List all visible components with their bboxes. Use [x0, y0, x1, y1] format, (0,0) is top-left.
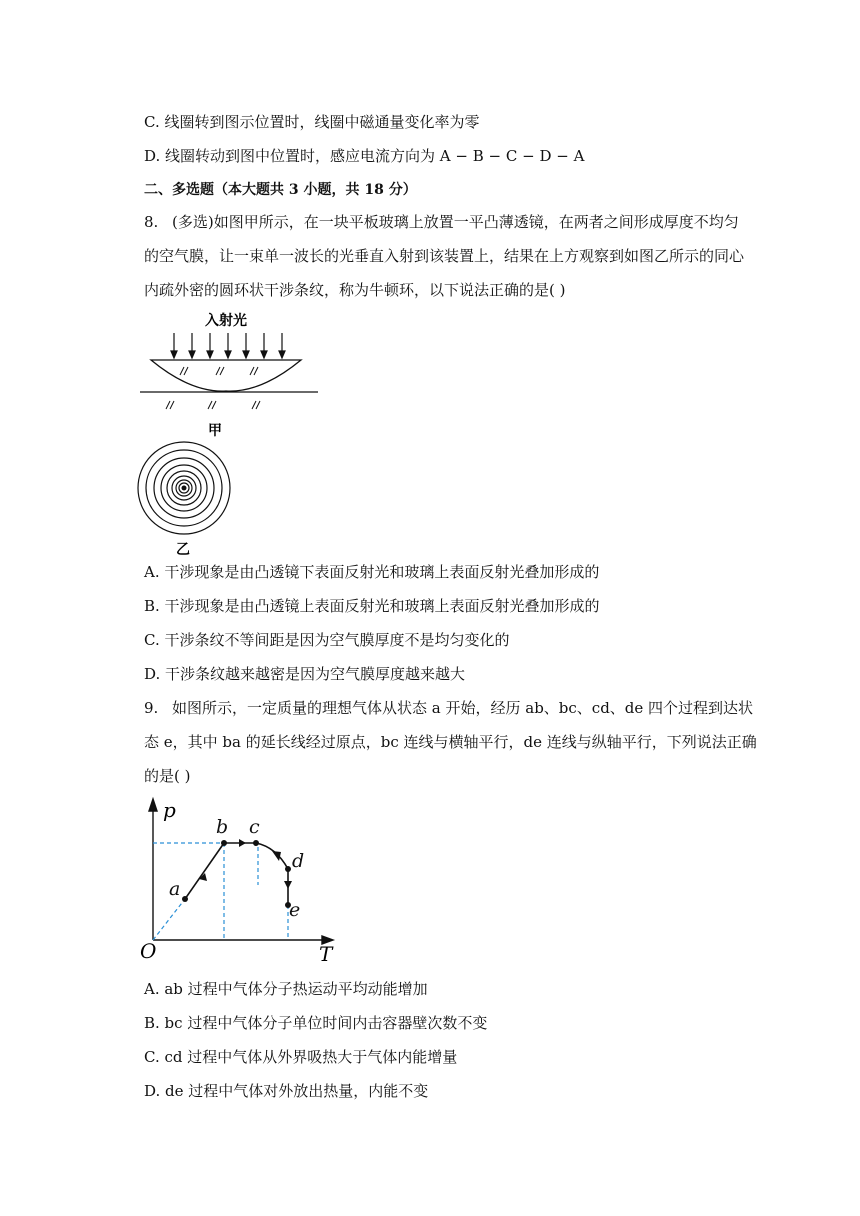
figure-yi-newton-rings: [136, 440, 246, 560]
q8-stem-line2: 的空气膜，让一束单一波长的光垂直入射到该装置上，结果在上方观察到如图乙所示的同心: [144, 247, 745, 265]
fig-label-incident-light: 入射光: [205, 313, 247, 329]
q8-option-b: B. 干涉现象是由凸透镜上表面反射光和玻璃上表面反射光叠加形成的: [144, 597, 600, 615]
q8-option-d: D. 干涉条纹越来越密是因为空气膜厚度越来越大: [144, 665, 466, 683]
q9-number: 9.: [144, 699, 159, 717]
point-d-label: d: [292, 850, 305, 872]
incident-arrows: [171, 333, 285, 358]
q7-option-c: C. 线圈转到图示位置时，线圈中磁通量变化率为零: [144, 113, 480, 131]
figure-pT-graph: [136, 795, 346, 970]
hatch-marks: [166, 367, 260, 409]
state-points: [182, 840, 291, 908]
point-b-label: b: [216, 816, 229, 838]
q9-stem-line1: 如图所示，一定质量的理想气体从状态 a 开始，经历 ab、bc、cd、de 四个过程到达状: [172, 699, 754, 717]
q9-stem-line3: 的是( ): [144, 767, 191, 785]
process-path: [185, 843, 288, 905]
y-axis-label: p: [163, 798, 176, 822]
fig-label-jia: 甲: [208, 423, 222, 439]
point-a-label: a: [169, 878, 181, 900]
q8-option-a: A. 干涉现象是由凸透镜下表面反射光和玻璃上表面反射光叠加形成的: [144, 563, 600, 581]
q9-option-b: B. bc 过程中气体分子单位时间内击容器壁次数不变: [144, 1014, 488, 1032]
q8-stem-line3: 内疏外密的圆环状干涉条纹，称为牛顿环，以下说法正确的是( ): [144, 281, 566, 299]
axes: [149, 799, 333, 944]
x-axis-label: T: [319, 942, 333, 966]
figure-jia-lens: [136, 305, 326, 440]
q9-option-c: C. cd 过程中气体从外界吸热大于气体内能增量: [144, 1048, 458, 1066]
direction-arrows: [199, 839, 292, 889]
plano-convex-lens: [151, 360, 301, 391]
q8-option-c: C. 干涉条纹不等间距是因为空气膜厚度不是均匀变化的: [144, 631, 510, 649]
section-heading: 二、多选题（本大题共 3 小题，共 18 分）: [144, 182, 417, 198]
q9-option-d: D. de 过程中气体对外放出热量，内能不变: [144, 1082, 429, 1100]
q8-stem-line1: (多选)如图甲所示，在一块平板玻璃上放置一平凸薄透镜，在两者之间形成厚度不均匀: [172, 213, 739, 231]
origin-label: O: [140, 939, 157, 963]
q7-option-d: D. 线圈转动到图中位置时，感应电流方向为 A − B − C − D − A: [144, 147, 585, 165]
q9-option-a: A. ab 过程中气体分子热运动平均动能增加: [144, 980, 428, 998]
q9-stem-line2: 态 e，其中 ba 的延长线经过原点，bc 连线与横轴平行，de 连线与纵轴平行，下列说法正确: [144, 733, 757, 751]
point-c-label: c: [249, 816, 260, 838]
point-e-label: e: [289, 899, 301, 921]
fig-label-yi: 乙: [176, 542, 190, 558]
q8-number: 8.: [144, 213, 159, 231]
